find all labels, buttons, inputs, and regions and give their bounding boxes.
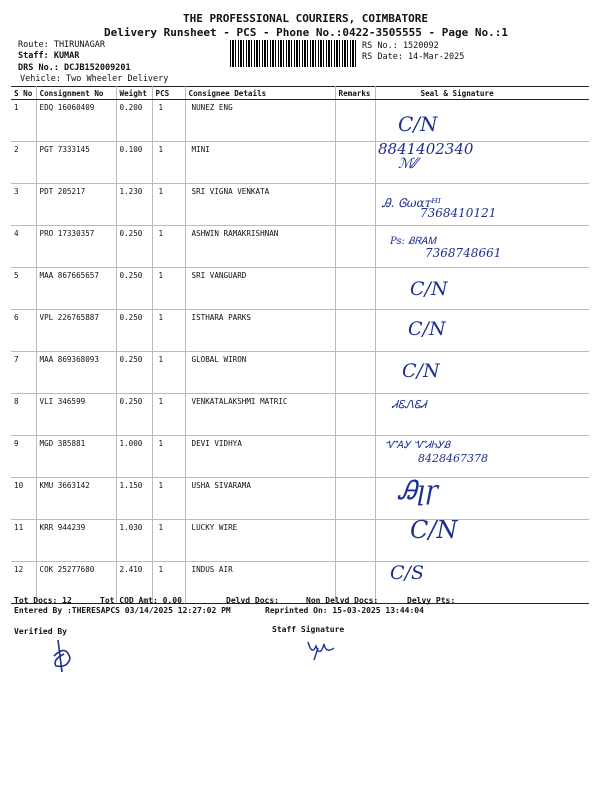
cell-cno: PRO 17330357 — [36, 226, 116, 268]
table-row — [11, 268, 589, 310]
cell-seal — [375, 268, 589, 310]
cell-remarks — [335, 352, 375, 394]
cell-pcs: 1 — [152, 352, 185, 394]
column-header: Consignee Details — [185, 87, 335, 100]
cell-remarks — [335, 268, 375, 310]
cell-remarks — [335, 142, 375, 184]
table-row — [11, 520, 589, 562]
verified-by-label: Verified By — [14, 627, 67, 636]
table-row — [11, 436, 589, 478]
staff-label: Staff: KUMAR — [18, 51, 80, 61]
cell-sno: 7 — [11, 352, 36, 394]
cell-consignee: MINI — [185, 142, 335, 184]
cell-consignee: SRI VIGNA VENKATA — [185, 184, 335, 226]
signature-row-6: C/N — [408, 318, 446, 340]
cell-remarks — [335, 100, 375, 142]
verified-signature-scribble — [48, 636, 80, 676]
total-cod-amount: Tot COD Amt: 0.00 — [100, 596, 182, 605]
cell-consignee: NUNEZ ENG — [185, 100, 335, 142]
column-header: Consignment No — [36, 87, 116, 100]
rs-number: RS No.: 1520092 — [362, 41, 439, 51]
cell-consignee: SRI VANGUARD — [185, 268, 335, 310]
delivery-points: Delvy Pts: — [407, 596, 456, 605]
cell-pcs: 1 — [152, 562, 185, 604]
signature-row-5: C/N — [410, 278, 448, 300]
runsheet-table — [11, 86, 589, 604]
signature-scribble: Ꭿꞁꞅ — [398, 476, 438, 506]
cell-pcs: 1 — [152, 310, 185, 352]
staff-signature-scribble — [304, 636, 338, 662]
drs-number: DRS No.: DCJB152009201 — [18, 63, 131, 73]
cell-remarks — [335, 520, 375, 562]
cell-weight: 0.100 — [116, 142, 152, 184]
cell-pcs: 1 — [152, 436, 185, 478]
table-row — [11, 478, 589, 520]
signature-row-7: C/N — [402, 360, 440, 382]
delivered-docs: Delvd Docs: — [226, 596, 279, 605]
cell-consignee: INDUS AIR — [185, 562, 335, 604]
barcode-image — [230, 40, 358, 67]
cell-weight: 1.030 — [116, 520, 152, 562]
non-delivered-docs: Non Delvd Docs: — [306, 596, 379, 605]
cell-consignee: ISTHARA PARKS — [185, 310, 335, 352]
table-row — [11, 352, 589, 394]
column-header: PCS — [152, 87, 185, 100]
cell-weight: 2.410 — [116, 562, 152, 604]
table-row — [11, 394, 589, 436]
cell-pcs: 1 — [152, 394, 185, 436]
signature-scribble: ᏉᎪᎩ ᏉᏗᏂᎩᏰ — [385, 440, 451, 451]
table-row — [11, 310, 589, 352]
cell-remarks — [335, 436, 375, 478]
staff-signature-label: Staff Signature — [272, 625, 345, 634]
table-header-row — [11, 87, 589, 100]
cell-sno: 5 — [11, 268, 36, 310]
cell-cno: MAA 867665657 — [36, 268, 116, 310]
runsheet-subtitle: Delivery Runsheet - PCS - Phone No.:0422-3505555 - Page No.:1 — [104, 26, 508, 39]
table-row — [11, 100, 589, 142]
cell-consignee: ASHWIN RAMAKRISHNAN — [185, 226, 335, 268]
cell-cno: PGT 7333145 — [36, 142, 116, 184]
table-row — [11, 184, 589, 226]
cell-pcs: 1 — [152, 478, 185, 520]
cell-weight: 0.200 — [116, 100, 152, 142]
route-label: Route: THIRUNAGAR — [18, 40, 105, 50]
cell-cno: MGD 385881 — [36, 436, 116, 478]
cell-weight: 0.250 — [116, 352, 152, 394]
cell-cno: PDT 205217 — [36, 184, 116, 226]
cell-sno: 9 — [11, 436, 36, 478]
entered-by: Entered By :THERESAPCS 03/14/2025 12:27:02 PM — [14, 606, 231, 615]
table-row — [11, 226, 589, 268]
signature-row-3: 7368410121 — [420, 206, 497, 220]
cell-remarks — [335, 478, 375, 520]
cell-pcs: 1 — [152, 520, 185, 562]
cell-remarks — [335, 394, 375, 436]
cell-remarks — [335, 226, 375, 268]
cell-pcs: 1 — [152, 184, 185, 226]
cell-sno: 4 — [11, 226, 36, 268]
cell-sno: 3 — [11, 184, 36, 226]
cell-sno: 2 — [11, 142, 36, 184]
cell-consignee: VENKATALAKSHMI MATRIC — [185, 394, 335, 436]
cell-sno: 11 — [11, 520, 36, 562]
signature-scribble: Ps: ᏰᏒᎪᎷ — [390, 236, 436, 247]
signature-scribble: ℳ⁄⁄ — [398, 156, 418, 172]
cell-weight: 1.000 — [116, 436, 152, 478]
reprinted-on: Reprinted On: 15-03-2025 13:44:04 — [265, 606, 424, 615]
cell-pcs: 1 — [152, 100, 185, 142]
cell-weight: 0.250 — [116, 310, 152, 352]
cell-sno: 10 — [11, 478, 36, 520]
signature-row-11: C/N — [410, 516, 458, 544]
signature-row-4: 7368748661 — [425, 246, 502, 260]
cell-weight: 1.150 — [116, 478, 152, 520]
column-header: Weight — [116, 87, 152, 100]
cell-pcs: 1 — [152, 142, 185, 184]
signature-row-1: C/N — [398, 112, 438, 136]
cell-consignee: USHA SIVARAMA — [185, 478, 335, 520]
total-docs: Tot Docs: 12 — [14, 596, 72, 605]
cell-consignee: GLOBAL WIRON — [185, 352, 335, 394]
cell-weight: 1.230 — [116, 184, 152, 226]
cell-sno: 12 — [11, 562, 36, 604]
cell-sno: 1 — [11, 100, 36, 142]
table-row — [11, 562, 589, 604]
cell-cno: MAA 869368093 — [36, 352, 116, 394]
cell-cno: EDQ 16060409 — [36, 100, 116, 142]
signature-scribble: Ꭿ. Ꮆωαᴛᴴᴵ — [382, 196, 441, 210]
cell-pcs: 1 — [152, 268, 185, 310]
cell-cno: COK 25277680 — [36, 562, 116, 604]
cell-weight: 0.250 — [116, 394, 152, 436]
column-header: Remarks — [335, 87, 375, 100]
column-header: Seal & Signature — [375, 87, 589, 100]
signature-row-9: 8428467378 — [418, 452, 488, 465]
cell-cno: KMU 3663142 — [36, 478, 116, 520]
rs-date: RS Date: 14-Mar-2025 — [362, 52, 465, 62]
vehicle-label: Vehicle: Two Wheeler Delivery — [20, 74, 169, 84]
signature-scribble: ᏗᏋᏁᏋᏗ — [392, 398, 427, 411]
column-header: S No — [11, 87, 36, 100]
cell-cno: KRR 944239 — [36, 520, 116, 562]
cell-remarks — [335, 184, 375, 226]
company-title: THE PROFESSIONAL COURIERS, COIMBATORE — [183, 12, 429, 25]
cell-weight: 0.250 — [116, 226, 152, 268]
signature-row-12: C/S — [390, 562, 424, 584]
cell-sno: 6 — [11, 310, 36, 352]
cell-pcs: 1 — [152, 226, 185, 268]
cell-remarks — [335, 310, 375, 352]
table-row — [11, 142, 589, 184]
cell-cno: VLI 346599 — [36, 394, 116, 436]
cell-cno: VPL 226765887 — [36, 310, 116, 352]
cell-consignee: LUCKY WIRE — [185, 520, 335, 562]
cell-weight: 0.250 — [116, 268, 152, 310]
cell-sno: 8 — [11, 394, 36, 436]
signature-row-2: 8841402340 — [378, 140, 474, 158]
cell-seal — [375, 520, 589, 562]
cell-consignee: DEVI VIDHYA — [185, 436, 335, 478]
